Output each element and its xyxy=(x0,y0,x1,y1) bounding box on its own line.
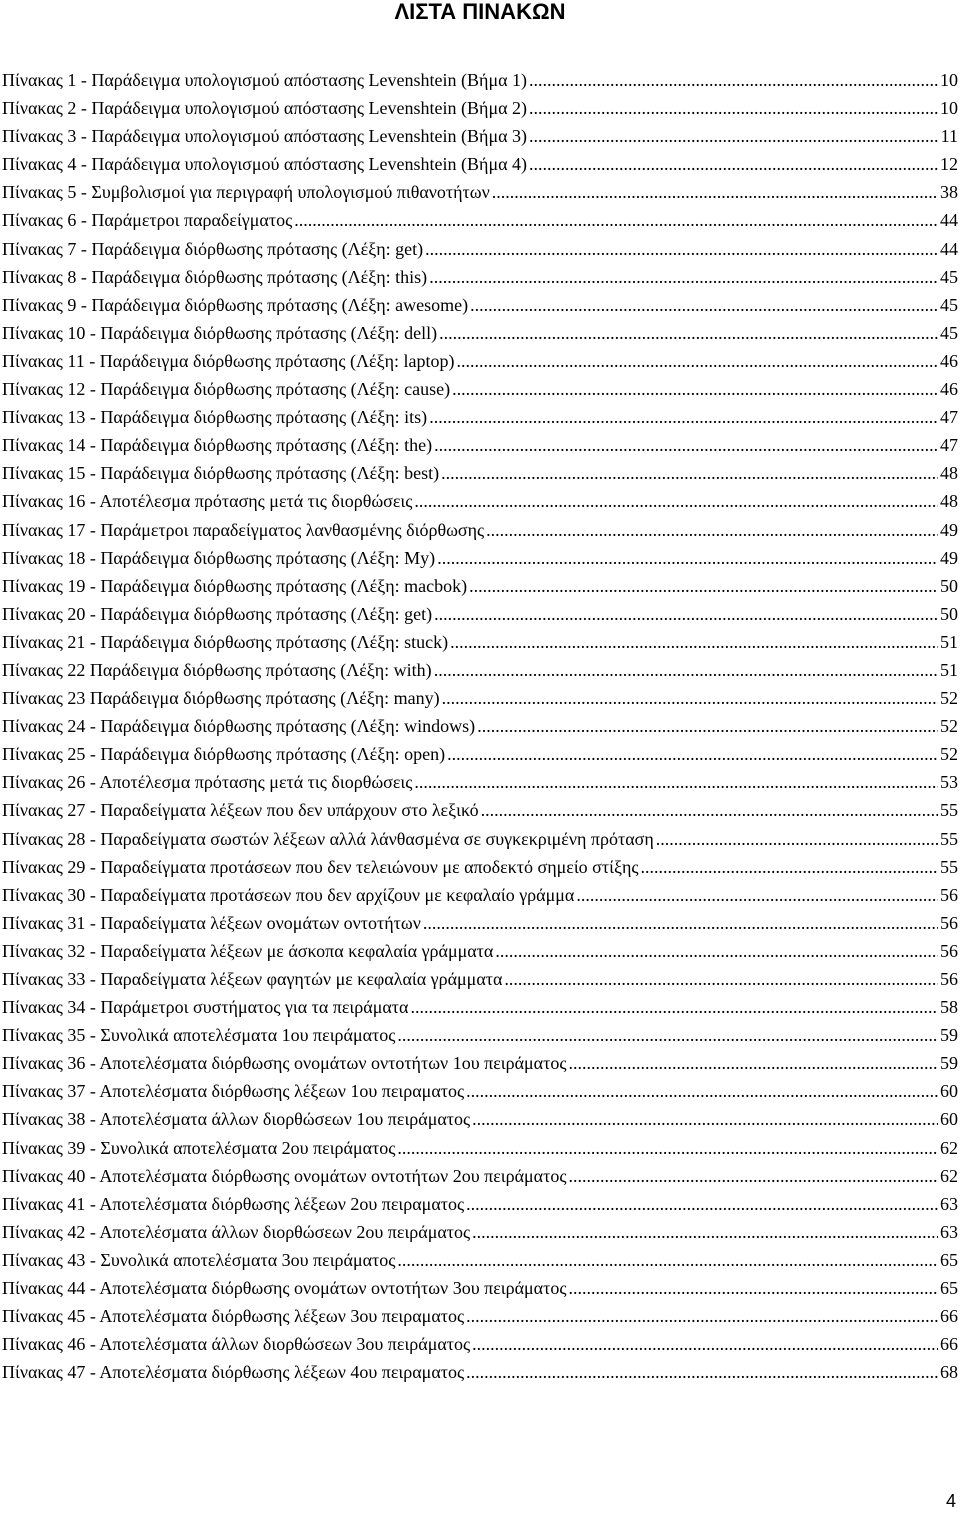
toc-entry-label: Πίνακας 29 - Παραδείγματα προτάσεων που δεν τελειώνουν με αποδεκτό σημείο στίξης xyxy=(2,856,639,877)
toc-entry-page-number: 65 xyxy=(940,1249,958,1270)
toc-entry-label: Πίνακας 10 - Παράδειγμα διόρθωσης πρότασης (Λέξη: dell) xyxy=(2,322,438,343)
toc-entry[interactable] xyxy=(2,319,958,347)
toc-entry[interactable] xyxy=(2,1049,958,1077)
dot-leader xyxy=(472,1218,938,1246)
toc-entry-page-number: 53 xyxy=(940,772,958,793)
dot-leader xyxy=(439,319,938,347)
toc-entry-label: Πίνακας 12 - Παράδειγμα διόρθωσης πρότασης (Λέξη: cause) xyxy=(2,379,451,400)
toc-entry-page-number: 52 xyxy=(940,688,958,709)
dot-leader xyxy=(568,1274,938,1302)
dot-leader xyxy=(397,1021,938,1049)
toc-entry-label: Πίνακας 13 - Παράδειγμα διόρθωσης πρότασης (Λέξη: its) xyxy=(2,407,428,428)
toc-entry-label: Πίνακας 45 - Αποτελέσματα διόρθωσης λέξεων 3ου πειραματος xyxy=(2,1306,465,1327)
toc-entry-label: Πίνακας 28 - Παραδείγματα σωστών λέξεων αλλά λάνθασμένα σε συγκεκριμένη πρόταση xyxy=(2,828,654,849)
dot-leader xyxy=(397,1134,938,1162)
toc-entry[interactable] xyxy=(2,516,958,544)
toc-entry-label: Πίνακας 16 - Αποτέλεσμα πρότασης μετά τις διορθώσεις xyxy=(2,491,413,512)
dot-leader xyxy=(466,1358,938,1386)
toc-entry-label: Πίνακας 44 - Αποτελέσματα διόρθωσης ονομάτων οντοτήτων 3ου πειράματος xyxy=(2,1278,567,1299)
toc-entry[interactable] xyxy=(2,1302,958,1330)
toc-entry-page-number: 56 xyxy=(940,940,958,961)
toc-entry-label: Πίνακας 27 - Παραδείγματα λέξεων που δεν υπάρχουν στο λεξικό xyxy=(2,800,479,821)
toc-entry-page-number: 44 xyxy=(940,238,958,259)
toc-entry-label: Πίνακας 26 - Αποτέλεσμα πρότασης μετά τις διορθώσεις xyxy=(2,772,413,793)
toc-entry[interactable] xyxy=(2,684,958,712)
toc-entry-label: Πίνακας 14 - Παράδειγμα διόρθωσης πρότασης (Λέξη: the) xyxy=(2,435,433,456)
toc-entry[interactable] xyxy=(2,1190,958,1218)
dot-leader xyxy=(441,459,938,487)
dot-leader xyxy=(397,1246,938,1274)
dot-leader xyxy=(423,909,938,937)
toc-entry-page-number: 63 xyxy=(940,1193,958,1214)
dot-leader xyxy=(452,375,938,403)
dot-leader xyxy=(529,94,938,122)
toc-entry-page-number: 49 xyxy=(940,519,958,540)
toc-entry[interactable] xyxy=(2,1274,958,1302)
toc-entry-page-number: 55 xyxy=(940,856,958,877)
toc-entry[interactable] xyxy=(2,796,958,824)
toc-entry[interactable] xyxy=(2,1077,958,1105)
dot-leader xyxy=(429,403,938,431)
toc-entry-page-number: 50 xyxy=(940,603,958,624)
toc-entry-label: Πίνακας 8 - Παράδειγμα διόρθωσης πρότασης (Λέξη: this) xyxy=(2,266,428,287)
toc-entry-page-number: 47 xyxy=(940,435,958,456)
toc-entry-page-number: 60 xyxy=(940,1081,958,1102)
toc-entry-page-number: 62 xyxy=(940,1165,958,1186)
toc-entry-label: Πίνακας 42 - Αποτελέσματα άλλων διορθώσεων 2ου πειράματος xyxy=(2,1221,471,1242)
toc-entry-label: Πίνακας 35 - Συνολικά αποτελέσματα 1ου πειράματος xyxy=(2,1025,396,1046)
toc-entry-label: Πίνακας 20 - Παράδειγμα διόρθωσης πρότασης (Λέξη: get) xyxy=(2,603,433,624)
toc-entry[interactable] xyxy=(2,1330,958,1358)
toc-entry-label: Πίνακας 1 - Παράδειγμα υπολογισμού απόστασης Levenshtein (Βήμα 1) xyxy=(2,70,528,90)
toc-entry-page-number: 55 xyxy=(940,800,958,821)
dot-leader xyxy=(466,1302,938,1330)
dot-leader xyxy=(434,656,938,684)
dot-leader xyxy=(425,235,938,263)
toc-entry[interactable] xyxy=(2,178,958,206)
toc-entry[interactable] xyxy=(2,600,958,628)
dot-leader xyxy=(414,487,938,515)
dot-leader xyxy=(568,1162,938,1190)
toc-entry-label: Πίνακας 7 - Παράδειγμα διόρθωσης πρότασης (Λέξη: get) xyxy=(2,238,424,259)
toc-entry[interactable] xyxy=(2,853,958,881)
toc-entry-page-number: 59 xyxy=(940,1025,958,1046)
toc-entry-page-number: 62 xyxy=(940,1137,958,1158)
toc-entry-page-number: 52 xyxy=(940,716,958,737)
toc-entry[interactable] xyxy=(2,1218,958,1246)
toc-entry-page-number: 46 xyxy=(940,379,958,400)
dot-leader xyxy=(472,1330,938,1358)
toc-entry[interactable] xyxy=(2,122,958,150)
dot-leader xyxy=(466,1190,938,1218)
dot-leader xyxy=(470,291,938,319)
dot-leader xyxy=(429,263,938,291)
dot-leader xyxy=(472,1105,938,1133)
toc-entry-label: Πίνακας 24 - Παράδειγμα διόρθωσης πρότασης (Λέξη: windows) xyxy=(2,716,476,737)
toc-entry-page-number: 51 xyxy=(940,631,958,652)
toc-entry-label: Πίνακας 3 - Παράδειγμα υπολογισμού απόστασης Levenshtein (Βήμα 3) xyxy=(2,126,528,147)
toc-entry[interactable] xyxy=(2,1105,958,1133)
toc-entry-page-number: 45 xyxy=(940,322,958,343)
dot-leader xyxy=(434,431,938,459)
toc-entry[interactable] xyxy=(2,909,958,937)
toc-entry-page-number: 11 xyxy=(940,126,958,147)
toc-entry[interactable] xyxy=(2,1021,958,1049)
table-of-contents-list xyxy=(2,66,958,1386)
toc-entry-label: Πίνακας 47 - Αποτελέσματα διόρθωσης λέξεων 4ου πειραματος xyxy=(2,1362,465,1383)
toc-entry[interactable] xyxy=(2,150,958,178)
toc-entry-label: Πίνακας 22 Παράδειγμα διόρθωσης πρότασης (Λέξη: with) xyxy=(2,659,432,680)
toc-entry[interactable] xyxy=(2,768,958,796)
toc-entry-page-number: 50 xyxy=(940,575,958,596)
toc-entry[interactable] xyxy=(2,965,958,993)
toc-entry-page-number: 59 xyxy=(940,1053,958,1074)
toc-entry-page-number: 49 xyxy=(940,547,958,568)
toc-entry-page-number: 68 xyxy=(940,1362,958,1383)
page-title: ΛΙΣΤΑ ΠΙΝΑΚΩΝ xyxy=(394,0,566,24)
toc-entry[interactable] xyxy=(2,572,958,600)
toc-entry-label: Πίνακας 25 - Παράδειγμα διόρθωσης πρότασης (Λέξη: open) xyxy=(2,744,446,765)
toc-entry[interactable] xyxy=(2,403,958,431)
toc-entry-label: Πίνακας 6 - Παράμετροι παραδείγματος xyxy=(2,210,293,231)
toc-entry-label: Πίνακας 32 - Παραδείγματα λέξεων με άσκοπα κεφαλαία γράμματα xyxy=(2,940,494,961)
toc-entry-label: Πίνακας 31 - Παραδείγματα λέξεων ονομάτων οντοτήτων xyxy=(2,912,421,933)
toc-entry-label: Πίνακας 43 - Συνολικά αποτελέσματα 3ου πειράματος xyxy=(2,1249,396,1270)
toc-entry-label: Πίνακας 34 - Παράμετροι συστήματος για τα πειράματα xyxy=(2,997,409,1018)
toc-entry-label: Πίνακας 33 - Παραδείγματα λέξεων φαγητών με κεφαλαία γράμματα xyxy=(2,969,503,989)
toc-entry[interactable] xyxy=(2,206,958,234)
dot-leader xyxy=(469,572,938,600)
toc-entry[interactable] xyxy=(2,740,958,768)
toc-entry[interactable] xyxy=(2,544,958,572)
toc-entry-page-number: 44 xyxy=(940,210,958,231)
toc-entry[interactable] xyxy=(2,825,958,853)
toc-entry[interactable] xyxy=(2,291,958,319)
toc-entry-label: Πίνακας 39 - Συνολικά αποτελέσματα 2ου πειράματος xyxy=(2,1137,396,1158)
toc-entry-label: Πίνακας 38 - Αποτελέσματα άλλων διορθώσεων 1ου πειράματος xyxy=(2,1109,471,1130)
dot-leader xyxy=(495,937,938,965)
toc-entry[interactable] xyxy=(2,628,958,656)
dot-leader xyxy=(410,993,938,1021)
toc-entry-page-number: 55 xyxy=(940,828,958,849)
dot-leader xyxy=(504,965,938,993)
toc-entry-page-number: 58 xyxy=(940,997,958,1018)
dot-leader xyxy=(492,178,938,206)
toc-entry-page-number: 45 xyxy=(940,266,958,287)
dot-leader xyxy=(568,1049,938,1077)
dot-leader xyxy=(529,66,938,94)
toc-entry-page-number: 66 xyxy=(940,1334,958,1355)
toc-entry-page-number: 52 xyxy=(940,744,958,765)
dot-leader xyxy=(529,122,939,150)
toc-entry-label: Πίνακας 41 - Αποτελέσματα διόρθωσης λέξεων 2ου πειραματος xyxy=(2,1193,465,1214)
toc-entry[interactable] xyxy=(2,1246,958,1274)
toc-entry[interactable] xyxy=(2,993,958,1021)
dot-leader xyxy=(414,768,938,796)
toc-entry-label: Πίνακας 30 - Παραδείγματα προτάσεων που δεν αρχίζουν με κεφαλαίο γράμμα xyxy=(2,884,575,905)
toc-entry-label: Πίνακας 4 - Παράδειγμα υπολογισμού απόστασης Levenshtein (Βήμα 4) xyxy=(2,154,528,175)
toc-entry-page-number: 60 xyxy=(940,1109,958,1130)
toc-entry-page-number: 51 xyxy=(940,659,958,680)
toc-entry-label: Πίνακας 9 - Παράδειγμα διόρθωσης πρότασης (Λέξη: awesome) xyxy=(2,294,469,315)
toc-entry[interactable] xyxy=(2,375,958,403)
toc-entry-page-number: 46 xyxy=(940,350,958,371)
dot-leader xyxy=(442,684,938,712)
dot-leader xyxy=(477,712,938,740)
dot-leader xyxy=(576,881,938,909)
toc-entry-label: Πίνακας 40 - Αποτελέσματα διόρθωσης ονομάτων οντοτήτων 2ου πειράματος xyxy=(2,1165,567,1186)
toc-entry[interactable] xyxy=(2,459,958,487)
toc-entry-page-number: 65 xyxy=(940,1278,958,1299)
dot-leader xyxy=(481,796,938,824)
toc-entry[interactable] xyxy=(2,347,958,375)
toc-entry-label: Πίνακας 2 - Παράδειγμα υπολογισμού απόστασης Levenshtein (Βήμα 2) xyxy=(2,98,528,119)
toc-entry-page-number: 56 xyxy=(940,969,958,989)
toc-entry-page-number: 66 xyxy=(940,1306,958,1327)
toc-entry[interactable] xyxy=(2,1162,958,1190)
toc-entry-label: Πίνακας 11 - Παράδειγμα διόρθωσης πρότασης (Λέξη: laptop) xyxy=(2,350,455,371)
toc-entry-label: Πίνακας 15 - Παράδειγμα διόρθωσης πρότασης (Λέξη: best) xyxy=(2,463,440,484)
toc-entry-page-number: 48 xyxy=(940,463,958,484)
toc-entry-label: Πίνακας 18 - Παράδειγμα διόρθωσης πρότασης (Λέξη: My) xyxy=(2,547,436,568)
toc-entry-label: Πίνακας 19 - Παράδειγμα διόρθωσης πρότασης (Λέξη: macbok) xyxy=(2,575,468,596)
dot-leader xyxy=(486,516,938,544)
toc-entry[interactable] xyxy=(2,1358,958,1386)
toc-entry-page-number: 10 xyxy=(940,70,958,90)
dot-leader xyxy=(447,740,938,768)
toc-entry-page-number: 63 xyxy=(940,1221,958,1242)
dot-leader xyxy=(437,544,938,572)
toc-entry[interactable] xyxy=(2,1134,958,1162)
toc-entry-page-number: 45 xyxy=(940,294,958,315)
toc-entry[interactable] xyxy=(2,66,958,94)
toc-entry-label: Πίνακας 23 Παράδειγμα διόρθωσης πρότασης (Λέξη: many) xyxy=(2,688,440,709)
toc-entry-label: Πίνακας 37 - Αποτελέσματα διόρθωσης λέξεων 1ου πειραματος xyxy=(2,1081,465,1102)
dot-leader xyxy=(656,825,938,853)
toc-entry-page-number: 47 xyxy=(940,407,958,428)
toc-entry[interactable] xyxy=(2,656,958,684)
toc-entry-page-number: 38 xyxy=(940,182,958,203)
page-number: 4 xyxy=(945,1491,956,1511)
toc-entry-page-number: 56 xyxy=(940,912,958,933)
toc-entry[interactable] xyxy=(2,881,958,909)
toc-entry-page-number: 10 xyxy=(940,98,958,119)
toc-entry-label: Πίνακας 17 - Παράμετροι παραδείγματος λανθασμένης διόρθωσης xyxy=(2,519,485,540)
toc-entry[interactable] xyxy=(2,94,958,122)
dot-leader xyxy=(434,600,938,628)
toc-entry-page-number: 48 xyxy=(940,491,958,512)
toc-entry[interactable] xyxy=(2,937,958,965)
toc-entry[interactable] xyxy=(2,712,958,740)
toc-entry-page-number: 12 xyxy=(940,154,958,175)
toc-entry[interactable] xyxy=(2,235,958,263)
dot-leader xyxy=(529,150,938,178)
dot-leader xyxy=(450,628,938,656)
toc-entry-label: Πίνακας 5 - Συμβολισμοί για περιγραφή υπολογισμού πιθανοτήτων xyxy=(2,182,490,203)
toc-entry-label: Πίνακας 21 - Παράδειγμα διόρθωσης πρότασης (Λέξη: stuck) xyxy=(2,631,449,652)
dot-leader xyxy=(457,347,939,375)
toc-entry-page-number: 56 xyxy=(940,884,958,905)
toc-entry-label: Πίνακας 36 - Αποτελέσματα διόρθωσης ονομάτων οντοτήτων 1ου πειράματος xyxy=(2,1053,567,1074)
toc-entry[interactable] xyxy=(2,431,958,459)
dot-leader xyxy=(294,206,938,234)
toc-entry[interactable] xyxy=(2,487,958,515)
toc-entry-label: Πίνακας 46 - Αποτελέσματα άλλων διορθώσεων 3ου πειράματος xyxy=(2,1334,471,1355)
toc-entry[interactable] xyxy=(2,263,958,291)
dot-leader xyxy=(641,853,938,881)
dot-leader xyxy=(466,1077,938,1105)
